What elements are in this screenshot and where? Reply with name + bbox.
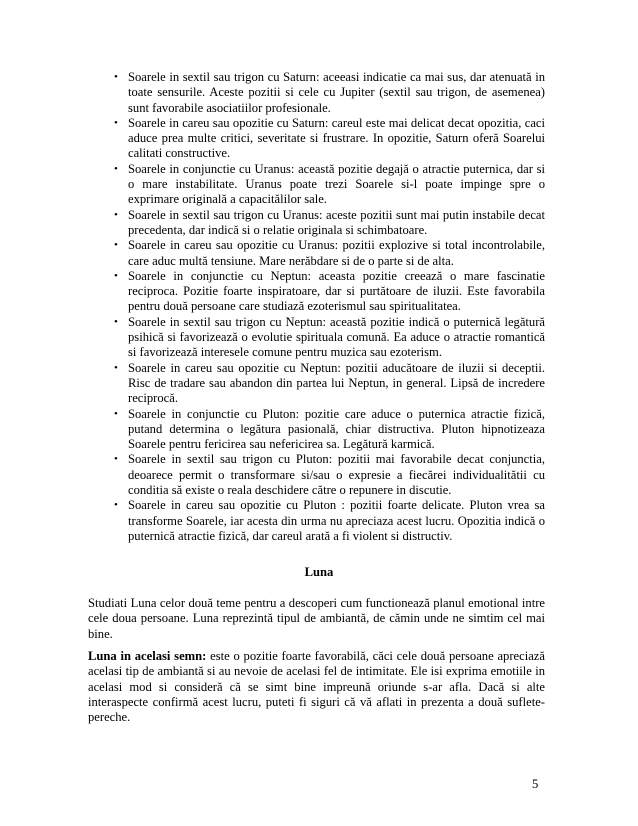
luna-same-sign-paragraph [88,649,545,725]
list-item [114,268,545,315]
list-item-text: Soarele in careu sau opozitie cu Saturn: careul este mai delicat decat opozitia, caci aduce prea multe critici, severitate si frustrare. In opozitie, Saturn oferă Soarelui calitati constructive. [128,115,545,161]
bullet-icon: • [114,239,118,252]
bullet-icon: • [114,208,118,221]
list-item-text: Soarele in conjunctie cu Pluton: pozitie care aduce o puternica atractie fizică, putand determina o legătura pasională, chiar distructiva. Pluton hipnotizeaza Soarele pentru fericirea sau nefericirea sa. Legătură karmică. [128,406,545,452]
list-item [114,115,545,162]
list-item [114,238,545,269]
list-item [114,70,545,116]
list-item [114,207,545,239]
list-item-text: Soarele in careu sau opozitie cu Neptun: pozitii aducătoare de iluzii si deceptii. Risc de tradare sau abandon din partea lui Neptun, in general. Lipsă de incredere reciprocă. [128,360,545,406]
list-item-text: Soarele in sextil sau trigon cu Saturn: aceeasi indicatie ca mai sus, dar atenuată in toate sensurile. Aceste pozitii si cele cu Jupiter (sextil sau trigon, de asemenea) sunt favorabile asociatiilor profesionale. [128,70,545,115]
list-item [114,161,545,208]
list-item-text: Soarele in conjunctie cu Uranus: această pozitie degajă o atractie puternica, dar si o mare instabilitate. Uranus poate trezi Soarele si-l poate impinge spre o exprimare originală a capacitălilor sale. [128,161,545,207]
bullet-icon: • [114,315,118,328]
page-number: 5 [532,777,539,791]
bullet-icon: • [114,453,118,466]
list-item [114,452,545,498]
paragraph-body: este o pozitie foarte favorabilă, căci cele două persoane apreciază acelasi tip de ambiantă si au nevoie de acelasi fel de intimitate. Ele isi exprima emotiile in acelasi mod si consideră că se simt bine impreună oriunde s-ar afla. Dacă si alte interaspecte confirmă acest lucru, puteti fi siguri că vă aflati in prezenta a două suflete-pereche. [88,649,545,725]
list-item-text: Soarele in careu sau opozitie cu Uranus: pozitii explozive si total incontrolabile, care aduc multă tensiune. Mare nerăbdare si de o parte si de alta. [128,238,545,268]
section-heading: Luna [304,565,334,579]
list-item-text: Soarele in conjunctie cu Neptun: aceasta pozitie creează o mare fascinatie reciproca. Pozitie foarte inspiratoare, dar si purtătoare de iluzii. Este favorabila pentru două persoane care studiază ezoterismul sau spiritualitatea. [128,268,545,314]
list-item [114,314,545,361]
bullet-icon: • [114,116,118,129]
intro-paragraph: Studiati Luna celor două teme pentru a descoperi cum functionează planul emotional intre cele doua persoane. Luna reprezintă tipul de ambiantă, de cămin unde ne simtim cel mai bine. [88,596,545,641]
bullet-icon: • [114,269,118,282]
list-item [114,498,545,544]
list-item-text: Soarele in careu sau opozitie cu Pluton : pozitii foarte delicate. Pluton vrea sa transforme Soarele, iar acesta din urma nu apreciaza acest lucru. Opozitia indică o puternică atractie fizică, dar careul arată a fi violent si distructiv. [128,498,545,543]
bullet-icon: • [114,499,118,512]
list-item-text: Soarele in sextil sau trigon cu Neptun: această pozitie indică o puternică legătură psihică si favorizează o evolutie spirituala comună. Ea aduce o atractie romantică si favorizează interesele comune pentru muzica sau ezoterism. [128,314,545,360]
list-item [114,406,545,453]
bullet-icon: • [114,407,118,420]
paragraph-lead: Luna in acelasi semn: [88,649,207,663]
list-item [114,360,545,407]
list-item-text: Soarele in sextil sau trigon cu Uranus: aceste pozitii sunt mai putin instabile decat precedenta, dar indică si o relatie originala si schimbatoare. [128,207,545,237]
bullet-list [114,70,545,544]
bullet-icon: • [114,162,118,175]
list-item-text: Soarele in sextil sau trigon cu Pluton: pozitii mai favorabile decat conjunctia, deoarece permit o transformare si/sau o expresie a fiecărei individualitătii cu conditia să existe o reala deschidere către o repunere in discutie. [128,452,545,498]
bullet-icon: • [114,361,118,374]
bullet-icon: • [114,71,118,83]
